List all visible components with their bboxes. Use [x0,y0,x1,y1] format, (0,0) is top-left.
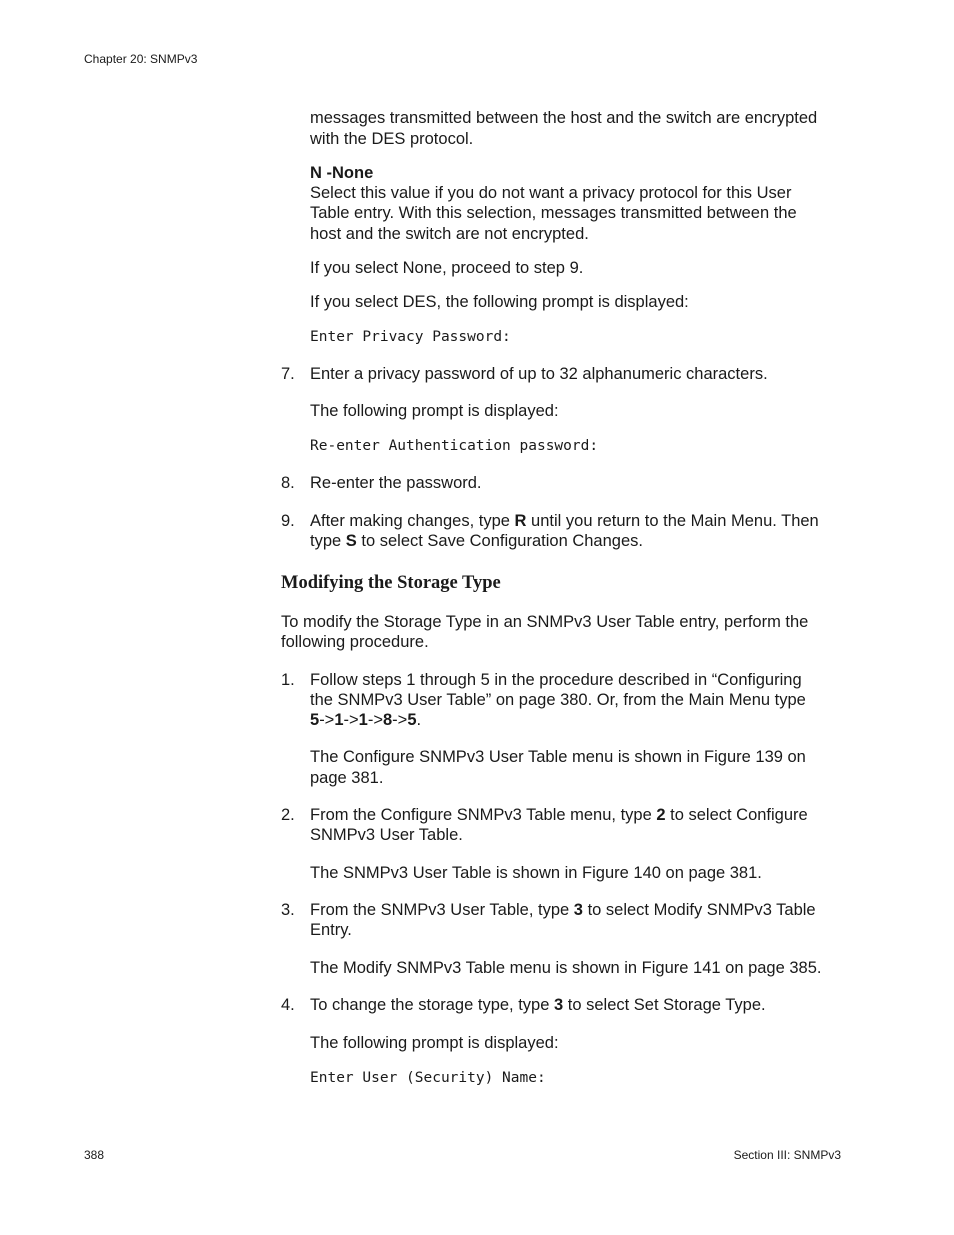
proc-step-4-line-1 [310,995,766,1016]
proc-step-2-text-a: From the Configure SNMPv3 Table menu, type [310,806,657,824]
proc-step-4-text-c: to select Set Storage Type. [563,996,766,1014]
none-option-title: N -None [310,164,374,182]
section-heading: Modifying the Storage Type [281,573,501,593]
proc-step-1-line-1: Follow steps 1 through 5 in the procedure described in “Configuring [310,671,802,689]
step-7-number: 7. [281,365,295,383]
step-7-text: Enter a privacy password of up to 32 alphanumeric characters. [310,365,768,383]
proc-step-2-text-c: to select Configure [665,806,808,824]
arrow-1: -> [319,711,335,729]
proc-step-3-text-a: From the SNMPv3 User Table, type [310,901,574,919]
user-name-prompt: Enter User (Security) Name: [310,1070,546,1086]
step-8-text: Re-enter the password. [310,474,482,492]
step-9-line-1 [310,511,819,532]
proc-step-1-note-line-2: page 381. [310,769,384,787]
step-8-number: 8. [281,474,295,492]
step-9-number: 9. [281,512,295,530]
proc-step-3-note: The Modify SNMPv3 Table menu is shown in Figure 141 on page 385. [310,959,822,977]
proc-step-1-number: 1. [281,671,295,689]
proc-step-4-number: 4. [281,996,295,1014]
key-5b: 5 [407,711,417,729]
key-1a: 1 [334,711,344,729]
step-9-text-f: to select Save Configuration Changes. [356,532,643,550]
proc-step-1-line-2: the SNMPv3 User Table” on page 380. Or, from the Main Menu type [310,691,806,709]
proc-step-2-line-1 [310,805,808,826]
running-footer-section: Section III: SNMPv3 [733,1148,841,1162]
step-9-text-a: After making changes, type [310,512,515,530]
des-description-line-2: with the DES protocol. [310,130,474,148]
arrow-4: -> [392,711,408,729]
intro-line-1: To modify the Storage Type in an SNMPv3 User Table entry, perform the [281,613,809,631]
proc-step-1-key-sequence [310,710,421,731]
period: . [416,711,422,729]
proc-step-4-key: 3 [554,996,564,1014]
privacy-password-prompt: Enter Privacy Password: [310,329,511,345]
if-des-text: If you select DES, the following prompt is displayed: [310,293,689,311]
none-option-line-2: Table entry. With this selection, messages transmitted between the [310,204,797,222]
des-description-line-1: messages transmitted between the host and the switch are encrypted [310,109,818,127]
intro-line-2: following procedure. [281,633,429,651]
step-9-key-r: R [514,512,527,530]
proc-step-4-note: The following prompt is displayed: [310,1034,559,1052]
proc-step-3-number: 3. [281,901,295,919]
proc-step-1-note-line-1: The Configure SNMPv3 User Table menu is shown in Figure 139 on [310,748,806,766]
proc-step-2-note: The SNMPv3 User Table is shown in Figure 140 on page 381. [310,864,762,882]
proc-step-2-line-2: SNMPv3 User Table. [310,826,463,844]
page-number: 388 [84,1148,105,1162]
proc-step-2-number: 2. [281,806,295,824]
arrow-2: -> [343,711,359,729]
proc-step-3-line-1 [310,900,816,921]
arrow-3: -> [367,711,383,729]
step-9-line-2 [310,531,643,552]
running-header: Chapter 20: SNMPv3 [84,52,198,66]
none-option-line-1: Select this value if you do not want a privacy protocol for this User [310,184,792,202]
key-1b: 1 [358,711,368,729]
proc-step-2-key: 2 [656,806,666,824]
step-9-text-c: until you return to the Main Menu. Then [526,512,819,530]
reenter-password-prompt: Re-enter Authentication password: [310,438,599,454]
proc-step-3-text-c: to select Modify SNMPv3 Table [582,901,816,919]
key-8: 8 [382,711,393,729]
step-9-key-s: S [345,532,357,550]
step-9-text-d: type [310,532,346,550]
none-option-line-3: host and the switch are not encrypted. [310,225,589,243]
proc-step-3-line-2: Entry. [310,921,352,939]
proc-step-4-text-a: To change the storage type, type [310,996,554,1014]
proc-step-3-key: 3 [573,901,583,919]
step-7-note: The following prompt is displayed: [310,402,559,420]
key-5: 5 [310,711,320,729]
if-none-text: If you select None, proceed to step 9. [310,259,584,277]
